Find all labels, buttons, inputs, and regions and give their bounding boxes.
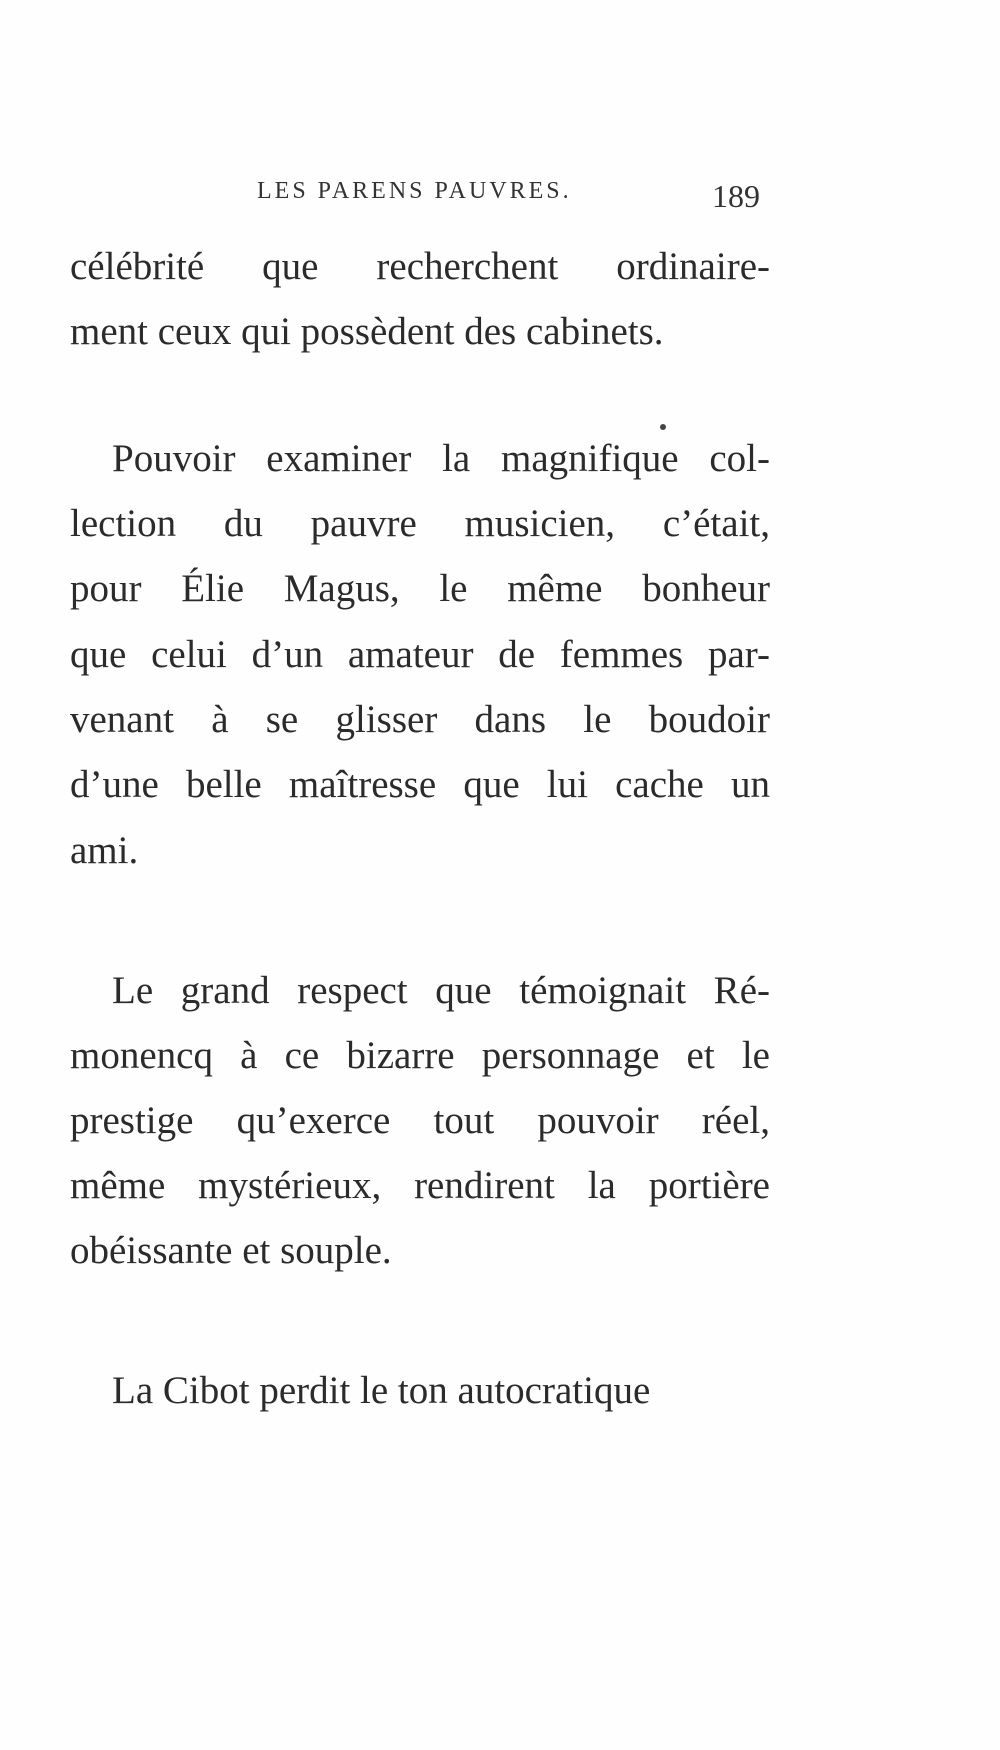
text-line: prestige qu’exerce tout pouvoir réel,	[70, 1099, 770, 1142]
text-line: obéissante et souple.	[70, 1229, 392, 1272]
text-line: venant à se glisser dans le boudoir	[70, 698, 770, 741]
text-line: même mystérieux, rendirent la portière	[70, 1164, 770, 1207]
page-number: 189	[712, 178, 760, 214]
text-line: monencq à ce bizarre personnage et le	[70, 1034, 770, 1077]
ink-speck	[660, 424, 666, 430]
text-line: Pouvoir examiner la magnifique col-	[112, 437, 770, 480]
text-line: La Cibot perdit le ton autocratique	[112, 1369, 651, 1412]
text-line: Le grand respect que témoignait Ré-	[112, 969, 770, 1012]
text-line: pour Élie Magus, le même bonheur	[70, 567, 770, 610]
text-line: lection du pauvre musicien, c’était,	[70, 502, 770, 545]
text-line: ment ceux qui possèdent des cabinets.	[70, 310, 664, 353]
text-line: que celui d’un amateur de femmes par-	[70, 633, 770, 676]
text-line: d’une belle maîtresse que lui cache un	[70, 763, 770, 806]
text-line: ami.	[70, 829, 139, 872]
text-line: célébrité que recherchent ordinaire-	[70, 245, 770, 288]
running-title: LES PARENS PAUVRES.	[257, 178, 572, 204]
